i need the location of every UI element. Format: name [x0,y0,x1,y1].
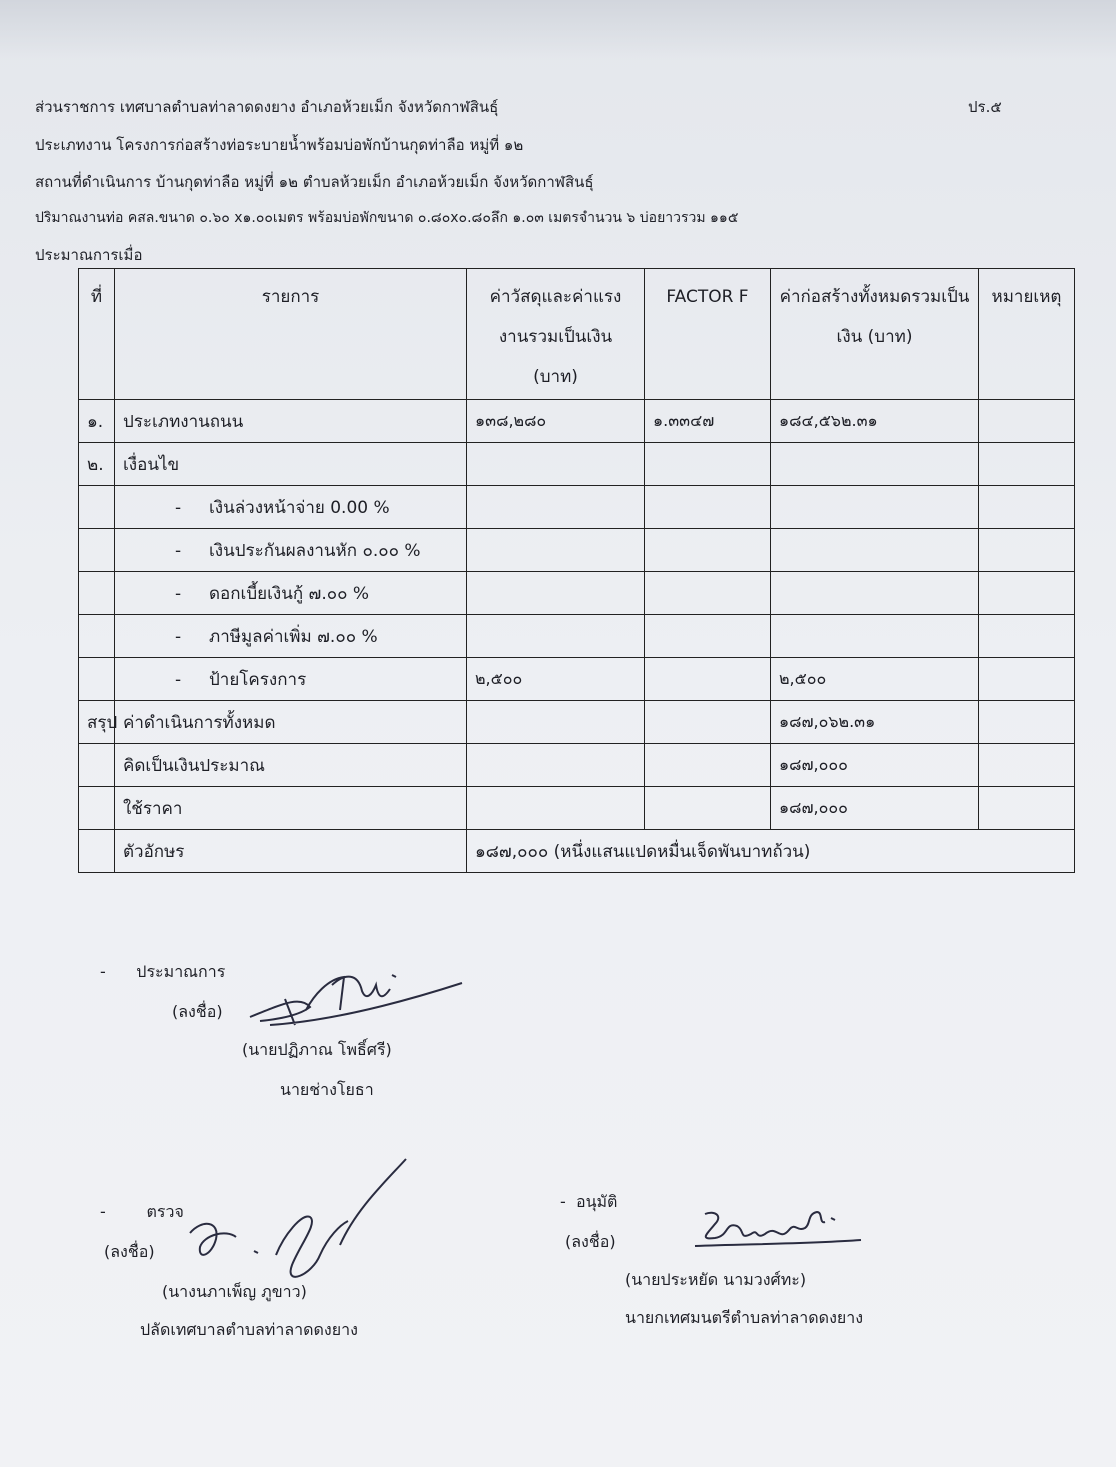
checker-role-label: ตรวจ [146,1202,184,1221]
row-item-label: เงินล่วงหน้าจ่าย 0.00 % [209,497,390,518]
row-total [771,486,979,529]
summary-cost-empty [467,701,645,744]
row-item: เงื่อนไข [115,443,467,486]
row-factor [645,572,771,615]
table-row [79,400,1075,443]
row-remark [979,443,1075,486]
estimator-role: - ประมาณการ [100,962,226,981]
summary-no-empty [79,744,115,787]
row-factor [645,658,771,701]
summary-no-empty [79,830,115,873]
summary-remark-empty [979,701,1075,744]
row-remark [979,658,1075,701]
estimator-name: (นายปฏิภาณ โพธิ์ศรี) [242,1040,392,1059]
estimator-sign-label: (ลงชื่อ) [172,1002,223,1021]
summary-row-approx [79,744,1075,787]
row-item: - เงินล่วงหน้าจ่าย 0.00 % [115,486,467,529]
approver-name: (นายประหยัด นามวงศ์ทะ) [625,1270,807,1289]
row-no [79,529,115,572]
table-row [79,658,1075,701]
summary-factor-empty [645,744,771,787]
summary-total-value: ๑๘๗,๐๖๒.๓๑ [771,701,979,744]
quantity-line: ปริมาณงานท่อ คสล.ขนาด ๐.๖๐ x๑.๐๐เมตร พร้อมบ่อพักขนาด ๐.๘๐x๐.๘๐ลึก ๑.๐๓ เมตรจำนวน ๖ บ่อยาวรวม ๑๑๕ [35,210,739,226]
table-row [79,443,1075,486]
row-no: ๑. [79,400,115,443]
row-item: - เงินประกันผลงานหัก ๐.๐๐ % [115,529,467,572]
row-cost: ๒,๕๐๐ [467,658,645,701]
checker-position: ปลัดเทศบาลตำบลท่าลาดดงยาง [140,1320,358,1339]
row-cost [467,615,645,658]
summary-remark-empty [979,787,1075,830]
summary-price-label: ใช้ราคา [115,787,467,830]
header-factor: FACTOR F [645,269,771,400]
row-factor [645,486,771,529]
row-item-label: ดอกเบี้ยเงินกู้ ๗.๐๐ % [209,583,370,604]
header-cost: ค่าวัสดุและค่าแรงงานรวมเป็นเงิน (บาท) [467,269,645,400]
row-total [771,615,979,658]
checker-sign-label: (ลงชื่อ) [104,1242,155,1261]
summary-row-total [79,701,1075,744]
summary-factor-empty [645,701,771,744]
table-row [79,529,1075,572]
approver-role-label: อนุมัติ [575,1192,618,1211]
row-item: - ดอกเบี้ยเงินกู้ ๗.๐๐ % [115,572,467,615]
header-remark: หมายเหตุ [979,269,1075,400]
approver-signature [685,1200,865,1260]
header-no: ที่ [79,269,115,400]
summary-factor-empty [645,787,771,830]
summary-approx-label: คิดเป็นเงินประมาณ [115,744,467,787]
row-cost [467,572,645,615]
form-code: ปร.๕ [968,98,1002,116]
approver-sign-label: (ลงชื่อ) [565,1232,616,1251]
summary-cost-empty [467,787,645,830]
row-cost [467,443,645,486]
approver-position: นายกเทศมนตรีตำบลท่าลาดดงยาง [625,1308,864,1327]
estimator-position: นายช่างโยธา [280,1080,374,1099]
checker-name: (นางนภาเพ็ญ ภูขาว) [162,1282,307,1301]
summary-row-price [79,787,1075,830]
row-total [771,529,979,572]
row-factor [645,615,771,658]
estimator-role-label: ประมาณการ [136,962,226,981]
estimator-signature [240,955,470,1035]
summary-no-empty [79,787,115,830]
table-row [79,572,1075,615]
row-item-label: ป้ายโครงการ [209,669,307,690]
summary-words-value: ๑๘๗,๐๐๐ (หนึ่งแสนแปดหมื่นเจ็ดพันบาทถ้วน) [467,830,1075,873]
header-total: ค่าก่อสร้างทั้งหมดรวมเป็นเงิน (บาท) [771,269,979,400]
row-no [79,572,115,615]
agency-line: ส่วนราชการ เทศบาลตำบลท่าลาดดงยาง อำเภอห้วยเม็ก จังหวัดกาฬสินธุ์ [35,98,499,116]
row-factor [645,443,771,486]
row-no [79,658,115,701]
summary-cost-empty [467,744,645,787]
row-remark [979,615,1075,658]
row-remark [979,486,1075,529]
header-item: รายการ [115,269,467,400]
row-remark [979,529,1075,572]
summary-words-label: ตัวอักษร [115,830,467,873]
summary-price-value: ๑๘๗,๐๐๐ [771,787,979,830]
table-row [79,615,1075,658]
summary-remark-empty [979,744,1075,787]
row-total: ๑๘๔,๕๖๒.๓๑ [771,400,979,443]
row-item: ประเภทงานถนน [115,400,467,443]
estimated-when-line: ประมาณการเมื่อ [35,246,143,264]
row-no [79,615,115,658]
estimate-table [78,268,1075,873]
row-no [79,486,115,529]
work-type-line: ประเภทงาน โครงการก่อสร้างท่อระบายน้ำพร้อมบ่อพักบ้านกุดท่าลือ หมู่ที่ ๑๒ [35,136,524,154]
table-row [79,486,1075,529]
row-item: - ภาษีมูลค่าเพิ่ม ๗.๐๐ % [115,615,467,658]
table-header-row [79,269,1075,400]
paper-shadow [0,0,1116,60]
row-total: ๒,๕๐๐ [771,658,979,701]
summary-approx-value: ๑๘๗,๐๐๐ [771,744,979,787]
row-remark [979,400,1075,443]
approver-role: - อนุมัติ [560,1192,618,1211]
row-item-label: เงินประกันผลงานหัก ๐.๐๐ % [209,540,421,561]
checker-role: - ตรวจ [100,1202,184,1221]
location-line: สถานที่ดำเนินการ บ้านกุดท่าลือ หมู่ที่ ๑๒ ตำบลห้วยเม็ก อำเภอห้วยเม็ก จังหวัดกาฬสินธุ์ [35,173,594,191]
row-item: - ป้ายโครงการ [115,658,467,701]
row-item-label: ภาษีมูลค่าเพิ่ม ๗.๐๐ % [209,626,378,647]
row-cost [467,529,645,572]
row-remark [979,572,1075,615]
summary-label: สรุป [79,701,115,744]
row-total [771,572,979,615]
summary-row-words [79,830,1075,873]
row-factor [645,529,771,572]
summary-total-label: ค่าดำเนินการทั้งหมด [115,701,467,744]
row-total [771,443,979,486]
row-no: ๒. [79,443,115,486]
row-factor: ๑.๓๓๔๗ [645,400,771,443]
row-cost: ๑๓๘,๒๘๐ [467,400,645,443]
row-cost [467,486,645,529]
